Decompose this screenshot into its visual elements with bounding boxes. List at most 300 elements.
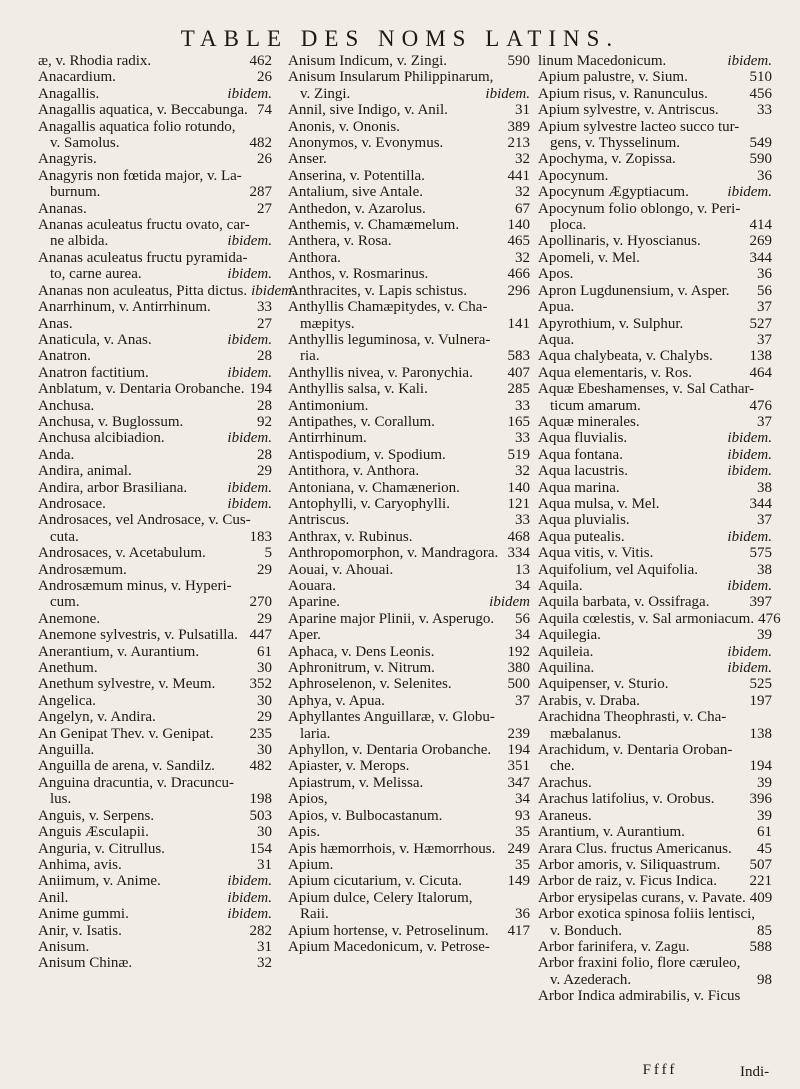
entry-text: Anguilla.	[38, 742, 95, 759]
page-number: ibidem.	[485, 85, 530, 102]
entry-text: Aquilegia.	[538, 627, 601, 644]
entry-text: Anthyllis leguminosa, v. Vulnera-	[288, 331, 491, 348]
entry-text: Aquæ Ebeshamenses, v. Sal Cathar-	[538, 381, 755, 398]
index-entry	[38, 709, 272, 725]
index-entry	[538, 824, 772, 840]
index-entry	[538, 53, 772, 69]
page-number: 194	[249, 381, 272, 398]
entry-text: Aphyllantes Anguillaræ, v. Globu-	[288, 709, 495, 726]
entry-text: Apium sylvestre lacteo succo tur-	[538, 118, 740, 135]
page-number: 33	[257, 299, 272, 316]
page-number: 30	[257, 692, 272, 709]
page-number: 93	[515, 807, 530, 824]
page-number: 352	[249, 676, 272, 693]
entry-text: Aparine major Plinii, v. Asperugo.	[288, 610, 495, 627]
index-entry	[38, 53, 272, 69]
entry-text: Aquifolium, vel Aquifolia.	[538, 561, 698, 578]
entry-text: v. Samolus.	[50, 135, 120, 152]
entry-text: Apium risus, v. Ranunculus.	[538, 85, 708, 102]
page-number: ibidem.	[227, 364, 272, 381]
entry-text: Aqua fluvialis.	[538, 430, 628, 447]
index-entry	[38, 365, 272, 381]
index-entry	[538, 693, 772, 709]
index-entry	[288, 283, 530, 299]
page-number: 456	[749, 85, 772, 102]
index-entry	[38, 447, 272, 463]
entry-text: Aphronitrum, v. Nitrum.	[288, 660, 435, 677]
entry-text: Apomeli, v. Mel.	[538, 249, 640, 266]
index-entry	[538, 86, 772, 102]
entry-text: Anthyllis Chamæpitydes, v. Cha-	[288, 299, 488, 316]
entry-text: Anisum Insularum Philippinarum,	[288, 69, 494, 86]
entry-text: Aphyllon, v. Dentaria Orobanche.	[288, 742, 492, 759]
page-number: 29	[257, 610, 272, 627]
index-entry	[538, 906, 772, 939]
page-number: 249	[507, 840, 530, 857]
entry-text: Anserina, v. Potentilla.	[288, 167, 425, 184]
page-number: 56	[757, 282, 772, 299]
entry-text: Arabis, v. Draba.	[538, 692, 640, 709]
index-entry	[38, 316, 272, 332]
index-entry	[38, 217, 272, 250]
entry-text: Antophylli, v. Caryophylli.	[288, 495, 450, 512]
index-entry	[538, 447, 772, 463]
page-number: 32	[515, 249, 530, 266]
page-number: 344	[749, 495, 772, 512]
index-entry	[288, 217, 530, 233]
page-number: 30	[257, 660, 272, 677]
entry-text: Aphya, v. Apua.	[288, 692, 385, 709]
index-entry	[288, 841, 530, 857]
entry-text: Anguis Æsculapii.	[38, 824, 149, 841]
page-number: 389	[507, 118, 530, 135]
index-entry	[538, 644, 772, 660]
index-entry	[38, 611, 272, 627]
index-entry	[538, 184, 772, 200]
entry-text: ploca.	[550, 217, 587, 234]
index-entry	[288, 758, 530, 774]
page-number: 476	[749, 397, 772, 414]
entry-text: Androsæmum.	[38, 561, 127, 578]
index-entry	[38, 332, 272, 348]
page-number: 269	[749, 233, 772, 250]
index-entry	[538, 283, 772, 299]
index-entry	[38, 742, 272, 758]
entry-text: Anethum.	[38, 660, 98, 677]
index-entry	[538, 660, 772, 676]
page-number: ibidem.	[727, 643, 772, 660]
index-entry	[538, 841, 772, 857]
index-entry	[38, 86, 272, 102]
entry-text: Anisum Chinæ.	[38, 955, 133, 972]
entry-text: Antithora, v. Anthora.	[288, 463, 420, 480]
index-entry	[538, 151, 772, 167]
page-number: ibidem.	[227, 495, 272, 512]
page-number: 37	[757, 299, 772, 316]
index-entry	[288, 824, 530, 840]
entry-text: Arbor de raiz, v. Ficus Indica.	[538, 873, 717, 890]
index-entry	[288, 529, 530, 545]
entry-text: Anatron.	[38, 348, 91, 365]
page-number: 409	[749, 889, 773, 906]
page-number: 140	[507, 217, 530, 234]
entry-text: to, carne aurea.	[50, 266, 142, 283]
index-entry	[38, 381, 272, 397]
page-number: 37	[757, 331, 772, 348]
index-entry	[288, 151, 530, 167]
page-number: 29	[257, 463, 272, 480]
page-number: 121	[507, 495, 530, 512]
entry-text: Andira, animal.	[38, 463, 132, 480]
page-number: 285	[507, 381, 530, 398]
entry-text: gens, v. Thysselinum.	[550, 135, 680, 152]
catchword: Indi-	[740, 1064, 770, 1080]
index-entry	[538, 266, 772, 282]
entry-text: Apium hortense, v. Petroselinum.	[288, 922, 489, 939]
index-entry	[538, 610, 781, 627]
entry-text: Anthracites, v. Lapis schistus.	[288, 282, 467, 299]
index-entry	[38, 841, 272, 857]
page-number: ibidem.	[227, 331, 272, 348]
entry-text: Anemone sylvestris, v. Pulsatilla.	[38, 627, 238, 644]
entry-text: Anblatum, v. Dentaria Orobanche.	[38, 381, 245, 398]
entry-text: Anguis, v. Serpens.	[38, 807, 155, 824]
entry-text: Anguilla de arena, v. Sandilz.	[38, 758, 215, 775]
entry-text: Anisum.	[38, 938, 90, 955]
page-number: 282	[249, 922, 272, 939]
page-number: 149	[507, 873, 530, 890]
entry-text: Ananas aculeatus fructu pyramida-	[38, 249, 248, 266]
page-number: 35	[515, 856, 530, 873]
index-entry	[288, 709, 530, 742]
page-number: 61	[757, 824, 772, 841]
page-number: ibidem.	[227, 266, 272, 283]
index-entry	[288, 233, 530, 249]
page-number: 32	[515, 151, 530, 168]
entry-text: v. Azederach.	[550, 971, 632, 988]
index-entry	[538, 381, 772, 414]
page-number: 26	[257, 151, 272, 168]
index-entry	[38, 808, 272, 824]
entry-text: Anil.	[38, 889, 69, 906]
entry-text: Aphroselenon, v. Selenites.	[288, 676, 452, 693]
page-number: 414	[749, 217, 772, 234]
entry-text: ne albida.	[50, 233, 109, 250]
page-number: 38	[757, 561, 772, 578]
page-number: ibidem.	[227, 889, 272, 906]
page-title: TABLE DES NOMS LATINS.	[180, 26, 620, 51]
page-number: 397	[749, 594, 772, 611]
entry-text: Anagallis aquatica folio rotundo,	[38, 118, 236, 135]
entry-text: Arantium, v. Aurantium.	[538, 824, 685, 841]
entry-text: v. Zingi.	[300, 85, 351, 102]
entry-text: Aqua pluvialis.	[538, 512, 630, 529]
index-entry	[38, 168, 272, 201]
page-number: 527	[749, 315, 772, 332]
index-entry	[288, 873, 530, 889]
index-entry	[38, 562, 272, 578]
page-number: 30	[257, 824, 272, 841]
entry-text: Anthyllis salsa, v. Kali.	[288, 381, 428, 398]
entry-text: Angelyn, v. Andira.	[38, 709, 156, 726]
entry-text: Anagyris non fœtida major, v. La-	[38, 167, 242, 184]
index-entry	[288, 102, 530, 118]
entry-text: Anisum Indicum, v. Zingi.	[288, 53, 448, 69]
entry-text: Aquilina.	[538, 660, 595, 677]
entry-text: Anime gummi.	[38, 906, 129, 923]
entry-text: Aqua.	[538, 331, 575, 348]
page-number: 92	[257, 413, 272, 430]
entry-text: Apollinaris, v. Hyoscianus.	[538, 233, 701, 250]
index-entry	[288, 923, 530, 939]
index-entry	[38, 282, 296, 299]
entry-text: Aqua marina.	[538, 479, 620, 496]
index-entry	[288, 463, 530, 479]
index-entry	[538, 742, 772, 775]
page-number: ibidem	[489, 594, 530, 611]
page-number: 33	[515, 430, 530, 447]
entry-text: Apium.	[288, 856, 334, 873]
page-number: 30	[257, 742, 272, 759]
index-entry	[288, 201, 530, 217]
page-number: 468	[507, 528, 530, 545]
entry-text: Anthropomorphon, v. Mandragora.	[288, 545, 499, 562]
index-entry	[538, 480, 772, 496]
index-entry	[538, 890, 772, 906]
index-entry	[38, 250, 272, 283]
index-entry	[288, 890, 530, 923]
entry-text: Apios,	[288, 791, 328, 808]
page-number: 500	[507, 676, 530, 693]
index-entry	[38, 726, 272, 742]
index-entry	[538, 775, 772, 791]
index-entry	[288, 857, 530, 873]
entry-text: Apium cicutarium, v. Cicuta.	[288, 873, 462, 890]
entry-text: Apis hæmorrhois, v. Hæmorrhous.	[288, 840, 496, 857]
index-entry	[538, 857, 772, 873]
index-entry	[538, 578, 772, 594]
index-entry	[538, 791, 772, 807]
page-number: ibidem.	[227, 430, 272, 447]
index-entry	[288, 414, 530, 430]
entry-text: Anguina dracuntia, v. Dracuncu-	[38, 774, 235, 791]
entry-text: Apium Macedonicum, v. Petrose-	[288, 938, 490, 955]
index-entry	[288, 332, 530, 365]
entry-text: Apocynum folio oblongo, v. Peri-	[538, 200, 741, 217]
index-entry	[538, 496, 772, 512]
entry-text: Androsæmum minus, v. Hyperi-	[38, 578, 232, 594]
index-entry	[38, 824, 272, 840]
index-entry	[288, 447, 530, 463]
index-entry	[288, 365, 530, 381]
page-number: 287	[249, 184, 272, 201]
page-number: 5	[264, 545, 272, 562]
entry-text: Apios, v. Bulbocastanum.	[288, 807, 443, 824]
page-number: 183	[249, 528, 272, 545]
entry-text: Arachus latifolius, v. Orobus.	[538, 791, 715, 808]
page-number: 464	[749, 364, 772, 381]
entry-text: Arbor erysipelas curans, v. Pavate.	[538, 889, 746, 906]
index-entry	[288, 496, 530, 512]
index-entry	[288, 562, 530, 578]
entry-text: æ, v. Rhodia radix.	[38, 53, 152, 69]
index-entry	[38, 644, 272, 660]
index-entry	[38, 348, 272, 364]
entry-text: Antimonium.	[288, 397, 369, 414]
page-number: 165	[507, 413, 530, 430]
entry-text: Anatron factitium.	[38, 364, 149, 381]
entry-text: Apis.	[288, 824, 321, 841]
index-entry	[288, 594, 530, 610]
page-number: 197	[749, 692, 772, 709]
page-number: 583	[507, 348, 530, 365]
entry-text: che.	[550, 758, 575, 775]
page-number: 29	[257, 709, 272, 726]
index-entry	[538, 233, 772, 249]
page-number: 37	[757, 413, 772, 430]
page-number: 98	[757, 971, 772, 988]
index-entry	[288, 775, 530, 791]
page-number: 351	[507, 758, 530, 775]
page-number: 270	[249, 594, 272, 611]
index-entry	[38, 955, 272, 971]
index-entry	[288, 742, 530, 758]
entry-text: Androsaces, vel Androsace, v. Cus-	[38, 512, 251, 529]
page-number: 138	[749, 348, 772, 365]
entry-text: Apocynum Ægyptiacum.	[538, 184, 689, 201]
page-number: 33	[757, 102, 772, 119]
page-number: 503	[249, 807, 272, 824]
page-number: ibidem.	[727, 660, 772, 677]
entry-text: burnum.	[50, 184, 101, 201]
entry-text: Apiastrum, v. Melissa.	[288, 774, 424, 791]
index-entry	[38, 69, 272, 85]
entry-text: Ananas aculeatus fructu ovato, car-	[38, 217, 250, 234]
entry-text: cum.	[50, 594, 80, 611]
page-number: 28	[257, 348, 272, 365]
page-number: 32	[515, 184, 530, 201]
page-number: 198	[249, 791, 272, 808]
index-entry	[538, 430, 772, 446]
index-entry	[288, 430, 530, 446]
index-entry	[288, 398, 530, 414]
entry-text: Apocynum.	[538, 167, 609, 184]
index-entry	[288, 299, 530, 332]
entry-text: Anthrax, v. Rubinus.	[288, 528, 413, 545]
entry-text: Aqua elementaris, v. Ros.	[538, 364, 692, 381]
entry-text: Aparine.	[288, 594, 341, 611]
entry-text: Apiaster, v. Merops.	[288, 758, 410, 775]
entry-text: ria.	[300, 348, 320, 365]
index-entry	[38, 627, 272, 643]
entry-text: laria.	[300, 725, 331, 742]
index-entry	[288, 676, 530, 692]
page-number: 447	[249, 627, 272, 644]
page-number: 154	[249, 840, 272, 857]
index-entry	[38, 873, 272, 889]
index-entry	[288, 693, 530, 709]
index-entry	[538, 873, 772, 889]
index-entry	[538, 545, 772, 561]
page-number: 334	[507, 545, 530, 562]
page-number: 36	[757, 167, 772, 184]
entry-text: Aqua fontana.	[538, 446, 623, 463]
page-number: 67	[515, 200, 530, 217]
index-entry	[538, 709, 772, 742]
entry-text: Anonis, v. Ononis.	[288, 118, 400, 135]
page-number: 31	[257, 938, 272, 955]
page-number: 39	[757, 807, 772, 824]
page-number: 37	[515, 692, 530, 709]
index-entry	[38, 102, 272, 118]
entry-text: Aquila.	[538, 578, 583, 594]
page-number: 417	[507, 922, 530, 939]
page-number: 140	[507, 479, 530, 496]
entry-text: Antispodium, v. Spodium.	[288, 446, 446, 463]
entry-text: Arachidna Theophrasti, v. Cha-	[538, 709, 727, 726]
index-entry	[538, 512, 772, 528]
entry-text: Araneus.	[538, 807, 592, 824]
page-number: 525	[749, 676, 772, 693]
entry-text: Aouara.	[288, 578, 336, 594]
entry-text: v. Bonduch.	[550, 922, 622, 939]
page-number: ibidem.	[251, 282, 296, 299]
entry-text: Anagallis aquatica, v. Beccabunga.	[38, 102, 248, 119]
index-entry	[288, 135, 530, 151]
entry-text: Arachidum, v. Dentaria Oroban-	[538, 742, 733, 759]
entry-text: Anaticula, v. Anas.	[38, 331, 152, 348]
index-entry	[538, 808, 772, 824]
page-number: ibidem.	[727, 463, 772, 480]
page-number: 34	[515, 791, 530, 808]
page-number: ibidem.	[727, 430, 772, 447]
page-number: 213	[507, 135, 530, 152]
entry-text: Anguria, v. Citrullus.	[38, 840, 165, 857]
entry-text: Anchusa.	[38, 397, 95, 414]
entry-text: Aouai, v. Ahouai.	[288, 561, 394, 578]
index-entry	[38, 758, 272, 774]
page-number: ibidem.	[727, 184, 772, 201]
page-number: 507	[749, 856, 772, 873]
entry-text: Arbor farinifera, v. Zagu.	[538, 938, 690, 955]
index-entry	[538, 955, 772, 988]
entry-text: Apua.	[538, 299, 575, 316]
index-entry	[288, 939, 530, 955]
entry-text: linum Macedonicum.	[538, 53, 667, 69]
entry-text: Androsaces, v. Acetabulum.	[38, 545, 206, 562]
index-entry	[538, 119, 772, 152]
index-entry	[288, 627, 530, 643]
page-number: 56	[515, 610, 530, 627]
index-entry	[38, 775, 272, 808]
entry-text: Aquila cœlestis, v. Sal armoniacum.	[538, 610, 755, 627]
index-entry	[538, 562, 772, 578]
entry-text: Anas.	[38, 315, 73, 332]
page-number: 407	[507, 364, 530, 381]
entry-text: Arbor fraxini folio, flore cæruleo,	[538, 955, 741, 972]
index-entry	[288, 791, 530, 807]
index-entry	[538, 414, 772, 430]
index-entry	[38, 545, 272, 561]
index-entry	[538, 348, 772, 364]
page-number: ibidem.	[727, 578, 772, 594]
index-entry	[38, 676, 272, 692]
index-entry	[38, 496, 272, 512]
index-entry	[538, 988, 772, 1004]
entry-text: Anthora.	[288, 249, 341, 266]
page-number: 28	[257, 397, 272, 414]
page-number: 37	[757, 512, 772, 529]
